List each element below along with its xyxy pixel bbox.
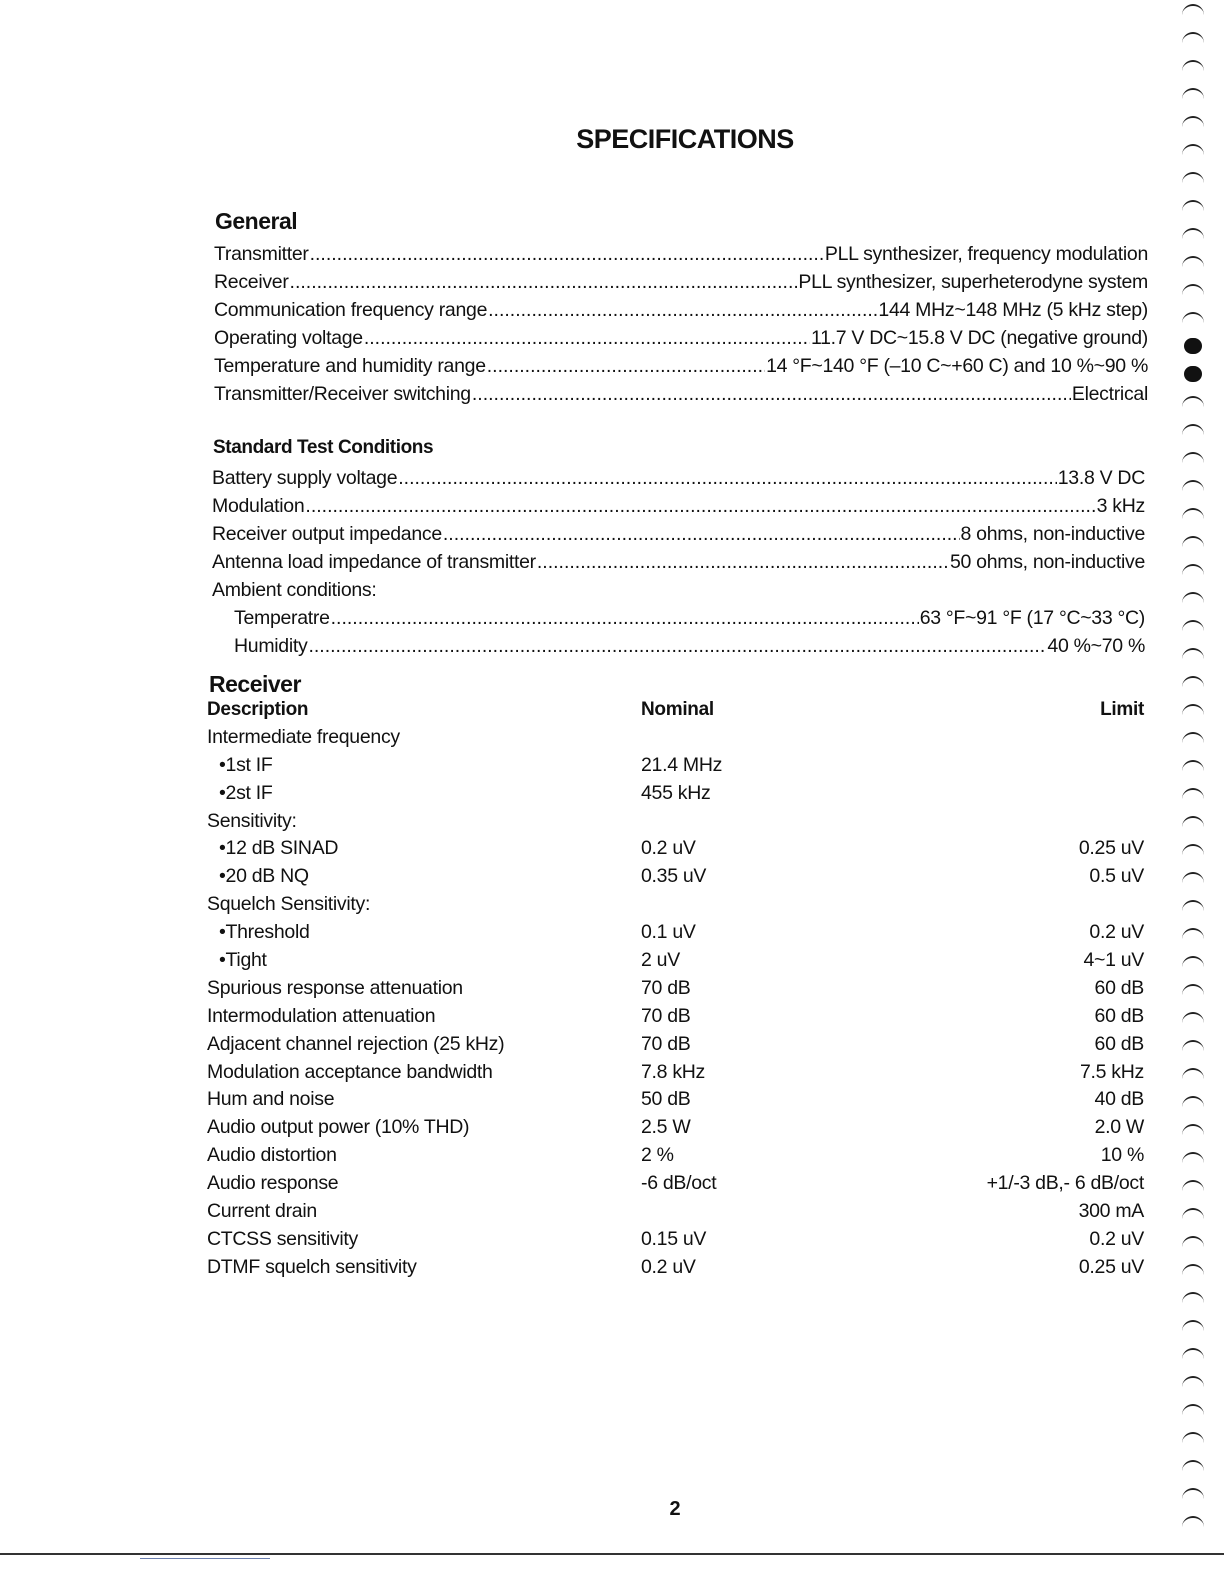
binder-hole-icon bbox=[1182, 452, 1204, 466]
spec-line bbox=[212, 492, 1145, 520]
cell-nominal: 21.4 MHz bbox=[641, 753, 723, 776]
cell-nominal: 70 dB bbox=[641, 1032, 691, 1055]
dot-leader bbox=[308, 632, 1046, 660]
table-row bbox=[207, 1142, 1144, 1170]
cell-limit: 300 mA bbox=[1078, 1200, 1144, 1223]
receiver-spec-table bbox=[207, 696, 1144, 1282]
spec-value: 11.7 V DC~15.8 V DC (negative ground) bbox=[810, 327, 1148, 349]
cell-limit: 10 % bbox=[1100, 1144, 1144, 1167]
spec-value: 13.8 V DC bbox=[1057, 467, 1145, 489]
cell-nominal: 455 kHz bbox=[641, 781, 711, 804]
dot-leader bbox=[305, 492, 1095, 520]
cell-nominal: 70 dB bbox=[641, 976, 691, 999]
cell-limit: 7.5 kHz bbox=[1079, 1060, 1144, 1083]
spec-line bbox=[214, 296, 1148, 324]
spec-label: Transmitter/Receiver switching bbox=[214, 383, 471, 405]
page-title: SPECIFICATIONS bbox=[576, 124, 794, 154]
binder-hole-filled-icon bbox=[1184, 366, 1202, 382]
cell-description: •20 dB NQ bbox=[219, 865, 309, 888]
binder-hole-icon bbox=[1182, 732, 1204, 746]
binder-hole-icon bbox=[1182, 1040, 1204, 1054]
binder-hole-icon bbox=[1182, 676, 1204, 690]
binder-hole-icon bbox=[1182, 1376, 1204, 1390]
spec-label: Temperatre bbox=[234, 607, 330, 629]
spec-value: 3 kHz bbox=[1096, 495, 1145, 517]
dot-leader bbox=[537, 548, 949, 576]
cell-description: Squelch Sensitivity: bbox=[207, 893, 371, 916]
cell-nominal: 0.2 uV bbox=[641, 1255, 696, 1278]
cell-nominal: 2 % bbox=[641, 1144, 674, 1167]
binder-hole-icon bbox=[1182, 1236, 1204, 1250]
cell-description: •1st IF bbox=[219, 753, 273, 776]
column-header-limit: Limit bbox=[1100, 699, 1144, 720]
spec-label: Operating voltage bbox=[214, 327, 363, 349]
spec-value: PLL synthesizer, superheterodyne system bbox=[798, 271, 1148, 293]
cell-description: Adjacent channel rejection (25 kHz) bbox=[207, 1032, 505, 1055]
dot-leader bbox=[443, 520, 960, 548]
cell-limit bbox=[881, 752, 1144, 780]
general-spec-list bbox=[214, 240, 1148, 408]
cell-limit: 60 dB bbox=[1094, 1032, 1144, 1055]
dot-leader bbox=[310, 240, 824, 268]
spec-label: Modulation bbox=[212, 495, 305, 517]
dot-leader bbox=[488, 296, 877, 324]
cell-description: Current drain bbox=[207, 1200, 317, 1223]
cell-limit: 4~1 uV bbox=[1083, 949, 1144, 972]
cell-limit: +1/-3 dB,- 6 dB/oct bbox=[986, 1172, 1144, 1195]
table-row bbox=[207, 1086, 1144, 1114]
binder-hole-icon bbox=[1182, 844, 1204, 858]
table-row bbox=[207, 1003, 1144, 1031]
cell-nominal: -6 dB/oct bbox=[641, 1172, 717, 1195]
table-row bbox=[207, 835, 1144, 863]
cell-limit: 0.2 uV bbox=[1089, 921, 1144, 944]
binder-hole-icon bbox=[1182, 1292, 1204, 1306]
dot-leader bbox=[331, 604, 919, 632]
cell-limit: 0.2 uV bbox=[1089, 1227, 1144, 1250]
binder-hole-icon bbox=[1182, 900, 1204, 914]
binder-hole-icon bbox=[1182, 1460, 1204, 1474]
binder-hole-icon bbox=[1182, 1096, 1204, 1110]
spec-value: Electrical bbox=[1071, 383, 1148, 405]
spec-label: Communication frequency range bbox=[214, 299, 488, 321]
cell-nominal: 2.5 W bbox=[641, 1116, 691, 1139]
binder-hole-icon bbox=[1182, 984, 1204, 998]
cell-description: •Threshold bbox=[219, 921, 310, 944]
spec-label: Receiver bbox=[214, 271, 289, 293]
binder-hole-icon bbox=[1182, 480, 1204, 494]
spec-line bbox=[212, 548, 1145, 576]
spec-value: 8 ohms, non-inductive bbox=[960, 523, 1145, 545]
general-heading: General bbox=[215, 208, 298, 234]
binder-hole-icon bbox=[1182, 928, 1204, 942]
binder-hole-icon bbox=[1182, 1068, 1204, 1082]
binder-hole-icon bbox=[1182, 1012, 1204, 1026]
cell-nominal: 7.8 kHz bbox=[641, 1060, 706, 1083]
column-header-nominal: Nominal bbox=[641, 699, 714, 720]
table-row bbox=[207, 724, 1144, 752]
binder-hole-icon bbox=[1182, 704, 1204, 718]
binder-hole-icon bbox=[1182, 1432, 1204, 1446]
cell-limit bbox=[881, 808, 1144, 836]
cell-limit: 0.5 uV bbox=[1089, 865, 1144, 888]
spec-line bbox=[214, 240, 1148, 268]
cell-nominal bbox=[641, 1198, 881, 1226]
binder-hole-icon bbox=[1182, 228, 1204, 242]
binder-hole-icon bbox=[1182, 1404, 1204, 1418]
spec-value: PLL synthesizer, frequency modulation bbox=[824, 243, 1148, 265]
binder-hole-icon bbox=[1182, 172, 1204, 186]
spec-value: 14 °F~140 °F (–10 C~+60 C) and 10 %~90 % bbox=[766, 355, 1148, 377]
cell-limit: 0.25 uV bbox=[1078, 837, 1144, 860]
table-row bbox=[207, 863, 1144, 891]
binder-hole-icon bbox=[1182, 648, 1204, 662]
binder-hole-icon bbox=[1182, 508, 1204, 522]
spec-label: Receiver output impedance bbox=[212, 523, 442, 545]
binder-hole-icon bbox=[1182, 4, 1204, 18]
table-row bbox=[207, 780, 1144, 808]
spec-label: Antenna load impedance of transmitter bbox=[212, 551, 536, 573]
binder-hole-icon bbox=[1182, 284, 1204, 298]
binder-hole-icon bbox=[1182, 956, 1204, 970]
column-header-description: Description bbox=[207, 699, 309, 720]
binder-hole-icon bbox=[1182, 536, 1204, 550]
binder-hole-icon bbox=[1182, 144, 1204, 158]
cell-nominal: 0.1 uV bbox=[641, 921, 696, 944]
spec-line bbox=[214, 324, 1148, 352]
binder-edge bbox=[1176, 0, 1212, 1584]
binder-hole-icon bbox=[1182, 116, 1204, 130]
table-row bbox=[207, 919, 1144, 947]
binder-hole-icon bbox=[1182, 60, 1204, 74]
cell-limit: 60 dB bbox=[1094, 1004, 1144, 1027]
table-row bbox=[207, 752, 1144, 780]
cell-nominal bbox=[641, 808, 881, 836]
binder-hole-icon bbox=[1182, 1264, 1204, 1278]
cell-description: Intermodulation attenuation bbox=[207, 1004, 436, 1027]
cell-limit: 0.25 uV bbox=[1078, 1255, 1144, 1278]
table-row bbox=[207, 1170, 1144, 1198]
cell-description: DTMF squelch sensitivity bbox=[207, 1255, 417, 1278]
binder-hole-filled-icon bbox=[1184, 338, 1202, 354]
cell-description: Audio distortion bbox=[207, 1144, 337, 1167]
spec-label: Temperature and humidity range bbox=[214, 355, 486, 377]
spec-label: Transmitter bbox=[214, 243, 309, 265]
cell-nominal bbox=[641, 891, 881, 919]
cell-nominal: 0.2 uV bbox=[641, 837, 696, 860]
binder-hole-icon bbox=[1182, 32, 1204, 46]
table-row bbox=[207, 1254, 1144, 1282]
cell-description: Spurious response attenuation bbox=[207, 976, 463, 999]
spec-line bbox=[212, 604, 1145, 632]
test-conditions-list bbox=[212, 464, 1145, 660]
binder-hole-icon bbox=[1182, 396, 1204, 410]
cell-description: Audio output power (10% THD) bbox=[207, 1116, 470, 1139]
spec-value: 63 °F~91 °F (17 °C~33 °C) bbox=[919, 607, 1145, 629]
page-number: 2 bbox=[669, 1498, 681, 1520]
cell-description: Intermediate frequency bbox=[207, 725, 400, 748]
binder-hole-icon bbox=[1182, 1516, 1204, 1530]
table-row bbox=[207, 1031, 1144, 1059]
spec-label: Battery supply voltage bbox=[212, 467, 398, 489]
spec-line bbox=[212, 464, 1145, 492]
spec-value: 50 ohms, non-inductive bbox=[949, 551, 1145, 573]
table-row bbox=[207, 891, 1144, 919]
binder-hole-icon bbox=[1182, 620, 1204, 634]
spec-line bbox=[214, 352, 1148, 380]
test-conditions-heading: Standard Test Conditions bbox=[213, 437, 434, 458]
cell-nominal bbox=[641, 724, 881, 752]
cell-limit bbox=[881, 724, 1144, 752]
spec-line bbox=[212, 632, 1145, 660]
cell-description: •12 dB SINAD bbox=[219, 837, 339, 860]
cell-nominal: 0.35 uV bbox=[641, 865, 707, 888]
cell-limit: 40 dB bbox=[1094, 1088, 1144, 1111]
cell-description: •2st IF bbox=[219, 781, 273, 804]
cell-description: Modulation acceptance bandwidth bbox=[207, 1060, 493, 1083]
cell-description: Audio response bbox=[207, 1172, 339, 1195]
binder-hole-icon bbox=[1182, 592, 1204, 606]
cell-limit bbox=[881, 891, 1144, 919]
cell-description: Hum and noise bbox=[207, 1088, 335, 1111]
binder-hole-icon bbox=[1182, 760, 1204, 774]
cell-description: Sensitivity: bbox=[207, 809, 297, 832]
ambient-conditions-label: Ambient conditions: bbox=[212, 579, 377, 601]
spec-line bbox=[214, 268, 1148, 296]
bottom-rule bbox=[0, 1553, 1224, 1555]
binder-hole-icon bbox=[1182, 1180, 1204, 1194]
table-header-row bbox=[207, 696, 1144, 724]
binder-hole-icon bbox=[1182, 1152, 1204, 1166]
binder-hole-icon bbox=[1182, 256, 1204, 270]
table-row bbox=[207, 1114, 1144, 1142]
binder-hole-icon bbox=[1182, 424, 1204, 438]
table-row bbox=[207, 947, 1144, 975]
binder-hole-icon bbox=[1182, 1208, 1204, 1222]
dot-leader bbox=[364, 324, 810, 352]
binder-hole-icon bbox=[1182, 872, 1204, 886]
binder-hole-icon bbox=[1182, 1488, 1204, 1502]
binder-hole-icon bbox=[1182, 1348, 1204, 1362]
cell-description: •Tight bbox=[219, 949, 267, 972]
binder-hole-icon bbox=[1182, 816, 1204, 830]
cell-limit bbox=[881, 780, 1144, 808]
receiver-heading: Receiver bbox=[209, 671, 301, 697]
cell-description: CTCSS sensitivity bbox=[207, 1227, 358, 1250]
cell-nominal: 0.15 uV bbox=[641, 1227, 707, 1250]
spec-line bbox=[214, 380, 1148, 408]
binder-hole-icon bbox=[1182, 88, 1204, 102]
spec-value: 40 %~70 % bbox=[1047, 635, 1145, 657]
table-row bbox=[207, 1059, 1144, 1087]
cell-limit: 2.0 W bbox=[1094, 1116, 1144, 1139]
spec-label: Humidity bbox=[234, 635, 308, 657]
cell-nominal: 50 dB bbox=[641, 1088, 691, 1111]
dot-leader bbox=[290, 268, 798, 296]
cell-nominal: 70 dB bbox=[641, 1004, 691, 1027]
table-row bbox=[207, 1226, 1144, 1254]
table-row bbox=[207, 1198, 1144, 1226]
spec-line bbox=[212, 520, 1145, 548]
table-row bbox=[207, 808, 1144, 836]
cell-limit: 60 dB bbox=[1094, 976, 1144, 999]
binder-hole-icon bbox=[1182, 564, 1204, 578]
dot-leader bbox=[472, 380, 1071, 408]
cell-nominal: 2 uV bbox=[641, 949, 680, 972]
table-row bbox=[207, 975, 1144, 1003]
spec-value: 144 MHz~148 MHz (5 kHz step) bbox=[878, 299, 1148, 321]
dot-leader bbox=[398, 464, 1056, 492]
binder-hole-icon bbox=[1182, 1320, 1204, 1334]
binder-hole-icon bbox=[1182, 1124, 1204, 1138]
binder-hole-icon bbox=[1182, 788, 1204, 802]
dot-leader bbox=[487, 352, 765, 380]
bottom-rule-accent bbox=[140, 1558, 270, 1559]
binder-hole-icon bbox=[1182, 312, 1204, 326]
binder-hole-icon bbox=[1182, 200, 1204, 214]
